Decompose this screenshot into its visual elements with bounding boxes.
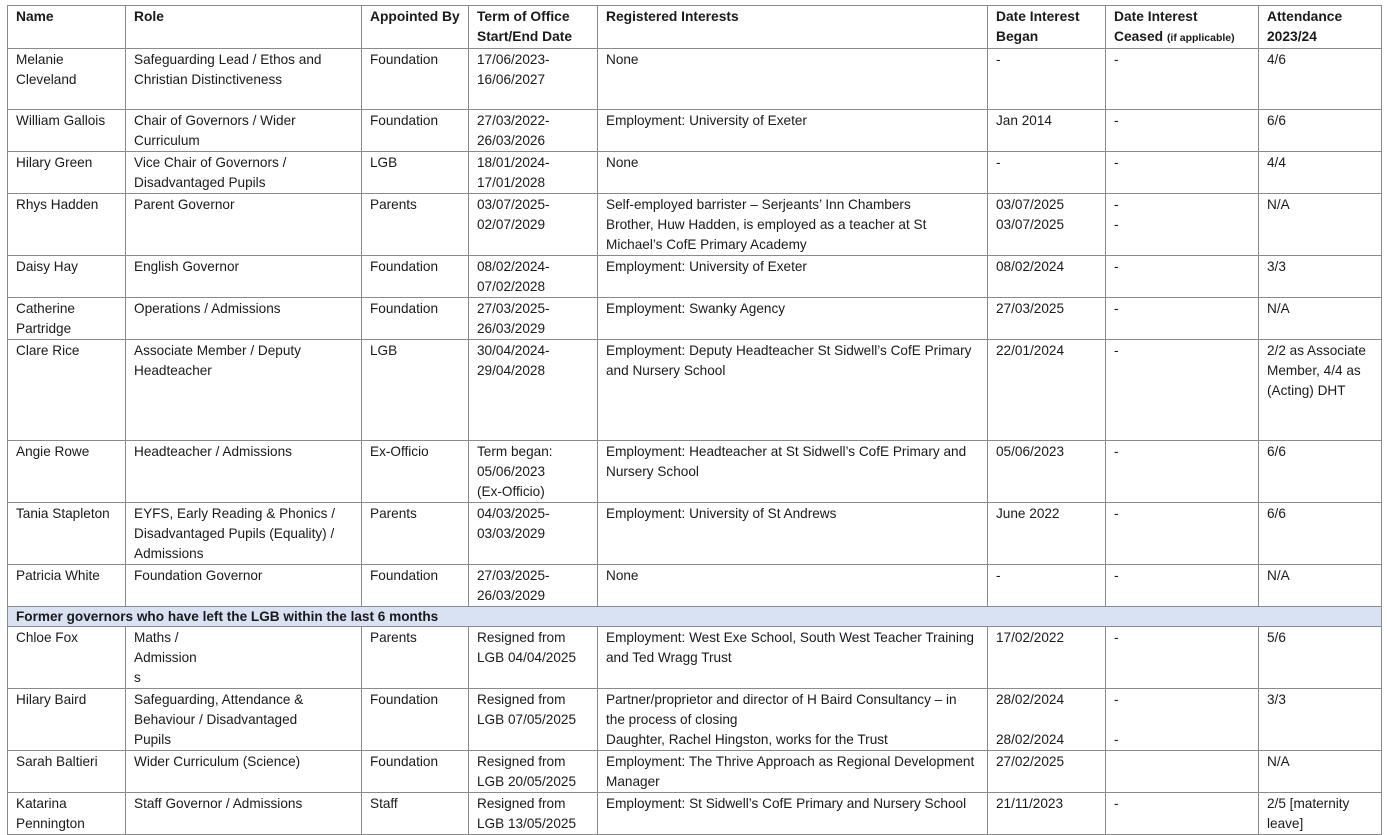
table-row: [8, 751, 1382, 793]
cell-role: Safeguarding Lead / Ethos and Christian Distinctiveness: [126, 49, 362, 110]
began-line: 28/02/2024: [996, 732, 1065, 747]
interest-line: Employment: The Thrive Approach as Regional Development Manager: [606, 754, 975, 789]
cell-began: [988, 689, 1106, 751]
section-title: Former governors who have left the LGB within the last 6 months: [8, 607, 1382, 627]
cell-appointed: LGB: [362, 152, 469, 194]
ceased-line: -: [1114, 301, 1119, 316]
cell-attendance: N/A: [1259, 194, 1382, 256]
cell-term: Resigned from LGB 20/05/2025: [469, 751, 598, 793]
cell-term: Term began: 05/06/2023 (Ex-Officio): [469, 441, 598, 503]
ceased-line: -: [1114, 113, 1119, 128]
cell-name: Angie Rowe: [8, 441, 126, 503]
cell-ceased: [1106, 152, 1259, 194]
cell-role: EYFS, Early Reading & Phonics / Disadvantaged Pupils (Equality) / Admissions: [126, 503, 362, 565]
began-line: 08/02/2024: [996, 259, 1065, 274]
cell-name: William Gallois: [8, 110, 126, 152]
former-governors-section: [8, 607, 1382, 627]
cell-ceased: [1106, 503, 1259, 565]
header-role: Role: [126, 6, 362, 49]
cell-began: [988, 627, 1106, 689]
began-line: 03/07/2025: [996, 217, 1065, 232]
cell-role: Associate Member / Deputy Headteacher: [126, 340, 362, 441]
began-line: -: [996, 568, 1001, 583]
cell-appointed: LGB: [362, 340, 469, 441]
cell-appointed: Foundation: [362, 751, 469, 793]
cell-role: Foundation Governor: [126, 565, 362, 607]
interest-line: Employment: University of St Andrews: [606, 506, 837, 521]
table-row: [8, 49, 1382, 110]
cell-name: Sarah Baltieri: [8, 751, 126, 793]
cell-term: Resigned from LGB 13/05/2025: [469, 793, 598, 835]
table-row: [8, 565, 1382, 607]
table-row: [8, 256, 1382, 298]
cell-ceased: [1106, 110, 1259, 152]
cell-attendance: 6/6: [1259, 441, 1382, 503]
cell-began: [988, 793, 1106, 835]
cell-interest: [598, 751, 988, 793]
cell-role: English Governor: [126, 256, 362, 298]
table-row: [8, 298, 1382, 340]
cell-ceased: [1106, 689, 1259, 751]
began-line: 28/02/2024: [996, 692, 1065, 707]
cell-attendance: N/A: [1259, 751, 1382, 793]
header-interests: Registered Interests: [598, 6, 988, 49]
cell-interest: [598, 49, 988, 110]
interest-line: None: [606, 155, 639, 170]
cell-attendance: 5/6: [1259, 627, 1382, 689]
header-term: Term of Office Start/End Date: [469, 6, 598, 49]
cell-interest: [598, 152, 988, 194]
header-date-began: Date Interest Began: [988, 6, 1106, 49]
ceased-line: -: [1114, 796, 1119, 811]
cell-appointed: Ex-Officio: [362, 441, 469, 503]
table-row: [8, 340, 1382, 441]
began-line: -: [996, 52, 1001, 67]
cell-attendance: 3/3: [1259, 256, 1382, 298]
cell-term: 27/03/2025-26/03/2029: [469, 565, 598, 607]
table-row: [8, 627, 1382, 689]
cell-appointed: Parents: [362, 627, 469, 689]
interest-line: Partner/proprietor and director of H Baird Consultancy – in the process of closing: [606, 692, 957, 727]
cell-attendance: N/A: [1259, 298, 1382, 340]
cell-ceased: [1106, 340, 1259, 441]
cell-interest: [598, 689, 988, 751]
cell-name: Rhys Hadden: [8, 194, 126, 256]
ceased-line: -: [1114, 217, 1119, 232]
interest-line: Employment: University of Exeter: [606, 259, 807, 274]
header-appointed-by: Appointed By: [362, 6, 469, 49]
cell-attendance: 4/6: [1259, 49, 1382, 110]
cell-ceased: [1106, 751, 1259, 793]
cell-interest: [598, 256, 988, 298]
ceased-line: -: [1114, 197, 1119, 212]
cell-appointed: Staff: [362, 793, 469, 835]
cell-term: 30/04/2024-29/04/2028: [469, 340, 598, 441]
cell-interest: [598, 793, 988, 835]
table-row: [8, 152, 1382, 194]
began-line: -: [996, 155, 1001, 170]
cell-term: 03/07/2025-02/07/2029: [469, 194, 598, 256]
began-line: Jan 2014: [996, 113, 1052, 128]
cell-term: 27/03/2025-26/03/2029: [469, 298, 598, 340]
ceased-line: -: [1114, 506, 1119, 521]
interest-line: Employment: Deputy Headteacher St Sidwell’s CofE Primary and Nursery School: [606, 343, 972, 378]
cell-attendance: 6/6: [1259, 110, 1382, 152]
cell-ceased: [1106, 298, 1259, 340]
cell-role: Safeguarding, Attendance & Behaviour / Disadvantaged Pupils: [126, 689, 362, 751]
began-line: 27/03/2025: [996, 301, 1065, 316]
cell-began: [988, 194, 1106, 256]
cell-interest: [598, 298, 988, 340]
cell-name: Hilary Baird: [8, 689, 126, 751]
ceased-line: -: [1114, 52, 1119, 67]
governors-table: [7, 5, 1382, 835]
cell-attendance: 2/5 [maternity leave]: [1259, 793, 1382, 835]
cell-term: 08/02/2024-07/02/2028: [469, 256, 598, 298]
cell-ceased: [1106, 793, 1259, 835]
cell-began: [988, 49, 1106, 110]
cell-name: Patricia White: [8, 565, 126, 607]
began-line: June 2022: [996, 506, 1060, 521]
cell-began: [988, 340, 1106, 441]
header-date-ceased-note: (if applicable): [1166, 32, 1235, 44]
cell-name: Daisy Hay: [8, 256, 126, 298]
ceased-line: -: [1114, 568, 1119, 583]
header-row: [8, 6, 1382, 49]
cell-role: Chair of Governors / Wider Curriculum: [126, 110, 362, 152]
cell-interest: [598, 441, 988, 503]
cell-appointed: Foundation: [362, 110, 469, 152]
cell-name: Catherine Partridge: [8, 298, 126, 340]
ceased-line: -: [1114, 343, 1119, 358]
cell-interest: [598, 194, 988, 256]
cell-appointed: Foundation: [362, 49, 469, 110]
table-row: [8, 194, 1382, 256]
cell-name: Melanie Cleveland: [8, 49, 126, 110]
cell-appointed: Parents: [362, 194, 469, 256]
cell-role: Staff Governor / Admissions: [126, 793, 362, 835]
ceased-line: -: [1114, 732, 1119, 747]
cell-name: Clare Rice: [8, 340, 126, 441]
cell-began: [988, 751, 1106, 793]
cell-term: Resigned from LGB 04/04/2025: [469, 627, 598, 689]
cell-interest: [598, 503, 988, 565]
cell-ceased: [1106, 49, 1259, 110]
cell-attendance: 4/4: [1259, 152, 1382, 194]
cell-ceased: [1106, 194, 1259, 256]
table-row: [8, 503, 1382, 565]
cell-began: [988, 256, 1106, 298]
table-row: [8, 441, 1382, 503]
ceased-line: -: [1114, 692, 1119, 707]
cell-term: 27/03/2022-26/03/2026: [469, 110, 598, 152]
table-row: [8, 793, 1382, 835]
began-line: 27/02/2025: [996, 754, 1065, 769]
cell-began: [988, 110, 1106, 152]
cell-appointed: Foundation: [362, 689, 469, 751]
cell-began: [988, 298, 1106, 340]
cell-term: 04/03/2025-03/03/2029: [469, 503, 598, 565]
ceased-line: -: [1114, 155, 1119, 170]
cell-name: Tania Stapleton: [8, 503, 126, 565]
header-name: Name: [8, 6, 126, 49]
cell-attendance: N/A: [1259, 565, 1382, 607]
cell-ceased: [1106, 441, 1259, 503]
interest-line: Employment: University of Exeter: [606, 113, 807, 128]
began-line: 17/02/2022: [996, 630, 1065, 645]
interest-line: Employment: Swanky Agency: [606, 301, 786, 316]
cell-term: 17/06/2023-16/06/2027: [469, 49, 598, 110]
cell-interest: [598, 565, 988, 607]
cell-name: Hilary Green: [8, 152, 126, 194]
cell-appointed: Foundation: [362, 256, 469, 298]
cell-began: [988, 152, 1106, 194]
interest-line: Self-employed barrister – Serjeants’ Inn Chambers: [606, 197, 911, 212]
cell-role: Parent Governor: [126, 194, 362, 256]
interest-line: Employment: Headteacher at St Sidwell’s CofE Primary and Nursery School: [606, 444, 967, 479]
interest-line: Employment: St Sidwell’s CofE Primary and Nursery School: [606, 796, 967, 811]
interest-line: Employment: West Exe School, South West Teacher Training and Ted Wragg Trust: [606, 630, 974, 665]
cell-term: Resigned from LGB 07/05/2025: [469, 689, 598, 751]
cell-began: [988, 565, 1106, 607]
cell-attendance: 6/6: [1259, 503, 1382, 565]
began-line: 05/06/2023: [996, 444, 1065, 459]
ceased-line: -: [1114, 630, 1119, 645]
cell-role: Vice Chair of Governors / Disadvantaged Pupils: [126, 152, 362, 194]
cell-began: [988, 503, 1106, 565]
cell-attendance: 3/3: [1259, 689, 1382, 751]
cell-appointed: Parents: [362, 503, 469, 565]
cell-name: Chloe Fox: [8, 627, 126, 689]
header-attendance: Attendance 2023/24: [1259, 6, 1382, 49]
header-date-ceased: [1106, 6, 1259, 49]
cell-name: Katarina Pennington: [8, 793, 126, 835]
cell-role: Wider Curriculum (Science): [126, 751, 362, 793]
cell-role: Operations / Admissions: [126, 298, 362, 340]
cell-term: 18/01/2024-17/01/2028: [469, 152, 598, 194]
cell-began: [988, 441, 1106, 503]
table-row: [8, 110, 1382, 152]
began-line: 22/01/2024: [996, 343, 1065, 358]
cell-ceased: [1106, 627, 1259, 689]
ceased-line: -: [1114, 444, 1119, 459]
cell-interest: [598, 627, 988, 689]
interest-line: None: [606, 568, 639, 583]
cell-appointed: Foundation: [362, 298, 469, 340]
began-line: 03/07/2025: [996, 197, 1065, 212]
cell-interest: [598, 110, 988, 152]
header-date-ceased-label: Date Interest Ceased: [1114, 9, 1198, 44]
interest-line: Daughter, Rachel Hingston, works for the Trust: [606, 732, 888, 747]
ceased-line: -: [1114, 259, 1119, 274]
cell-appointed: Foundation: [362, 565, 469, 607]
interest-line: Brother, Huw Hadden, is employed as a teacher at St Michael’s CofE Primary Academy: [606, 217, 927, 252]
cell-ceased: [1106, 565, 1259, 607]
cell-attendance: 2/2 as Associate Member, 4/4 as (Acting) DHT: [1259, 340, 1382, 441]
cell-interest: [598, 340, 988, 441]
cell-role: Maths / Admissions: [126, 627, 362, 689]
interest-line: None: [606, 52, 639, 67]
began-line: 21/11/2023: [996, 796, 1064, 811]
cell-role: Headteacher / Admissions: [126, 441, 362, 503]
table-row: [8, 689, 1382, 751]
cell-ceased: [1106, 256, 1259, 298]
